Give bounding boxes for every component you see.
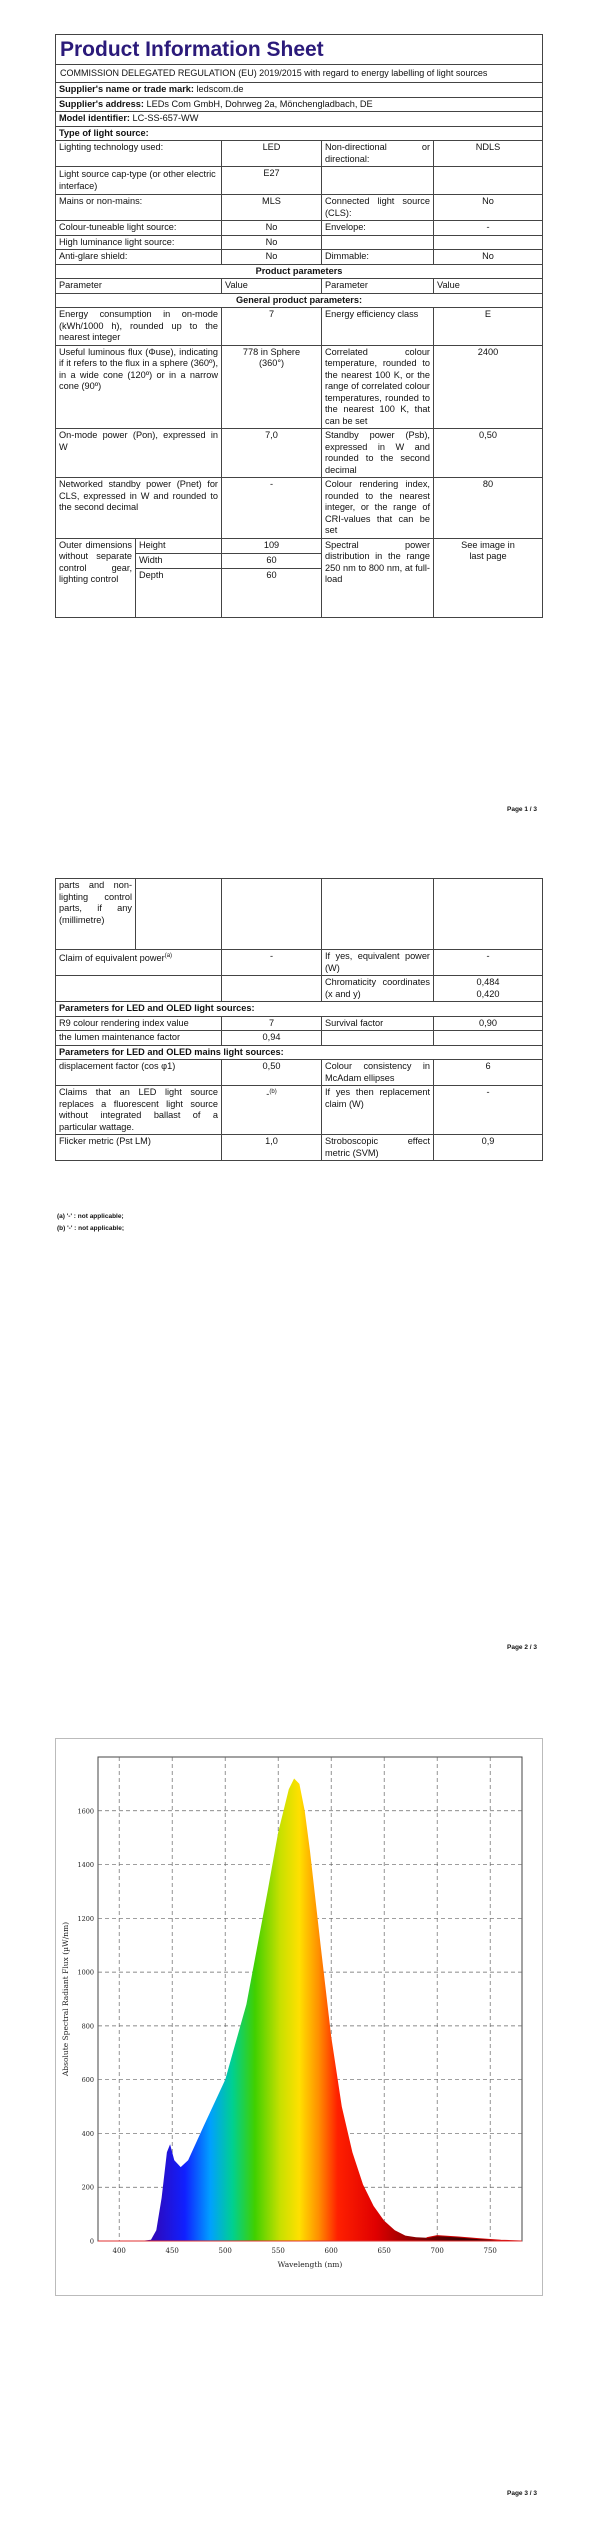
regulation-text: COMMISSION DELEGATED REGULATION (EU) 2019/2015 with regard to energy labelling of light sources: [56, 65, 542, 83]
r9-label: R9 colour rendering index value: [59, 1017, 189, 1028]
lumen-maint-label: the lumen maintenance factor: [59, 1032, 181, 1042]
flicker-label: Flicker metric (Pst LM): [59, 1136, 151, 1146]
anti-glare-value: No: [221, 250, 321, 264]
page-2: [0, 842, 595, 1684]
cct-label: Correlated colour temperature, rounded to the nearest 100 K, or the range of correlated colour temperatures, rounded to the nearest 100 K, that can be set: [321, 346, 433, 429]
led-mains-heading: Parameters for LED and OLED mains light sources:: [59, 1046, 284, 1057]
x-tick-label: 500: [218, 2247, 232, 2255]
model-label: Model identifier:: [59, 113, 130, 123]
fluorescent-claim-note: (b): [269, 1089, 277, 1095]
envelope-label: Envelope:: [321, 221, 433, 235]
colour-tuneable-row: [56, 221, 542, 236]
y-tick-label: 1200: [77, 1914, 94, 1923]
supplier-address-label: Supplier's address:: [59, 98, 144, 109]
luminous-flux-value: 778 in Sphere (360°): [221, 346, 321, 429]
outer-dim-label: Outer dimensions without separate control gear, lighting control: [56, 539, 136, 617]
spd-value: See image in last page: [433, 539, 542, 617]
supplier-address-row: [56, 98, 542, 113]
cri-value: 80: [433, 478, 542, 538]
survival-label: Survival factor: [321, 1017, 433, 1031]
chromaticity-label: Chromaticity coordinates (x and y): [321, 976, 433, 1001]
column-header-row: [56, 279, 542, 294]
power-row: [56, 429, 542, 478]
led-params-row: [56, 1002, 542, 1017]
note-a: (a) '-' : not applicable;: [57, 1213, 124, 1220]
cls-value: No: [433, 195, 542, 220]
equiv-power-row: [56, 950, 542, 976]
networked-value: -: [221, 478, 321, 538]
depth-label: Depth: [139, 569, 164, 580]
luminous-flux-label: Useful luminous flux (Φuse), indicating if it refers to the flux in a sphere (360º), in a wide cone (120º) or in a narrow cone (90º): [59, 346, 218, 391]
flicker-value: 1,0: [221, 1135, 321, 1160]
stroboscopic-label: Stroboscopic effect metric (SVM): [321, 1135, 433, 1160]
height-label: Height: [139, 539, 166, 550]
supplier-name: ledscom.de: [196, 84, 244, 94]
standby-label: Standby power (Psb), expressed in W and rounded to the second decimal: [321, 429, 433, 477]
lumen-maint-value: 0,94: [221, 1031, 321, 1045]
networked-label: Networked standby power (Pnet) for CLS, expressed in W and rounded to the second decimal: [59, 479, 218, 512]
equiv-power-claim-value: -: [221, 950, 321, 975]
col-parameter-2: Parameter: [321, 279, 433, 293]
chromaticity-row: [56, 976, 542, 1002]
anti-glare-label: Anti-glare shield:: [59, 251, 128, 261]
equiv-power-value: -: [433, 950, 542, 975]
dimmable-label: Dimmable:: [321, 250, 433, 264]
displacement-row: [56, 1060, 542, 1086]
cap-type-label: Light source cap-type (or other electric interface): [59, 169, 216, 191]
spectrum-chart: [55, 1738, 543, 2296]
non-directional-label: Non-directional or directional:: [321, 141, 433, 166]
survival-value: 0,90: [433, 1017, 542, 1031]
energy-consumption-value: 7: [221, 308, 321, 345]
y-tick-label: 600: [81, 2076, 94, 2085]
x-tick-label: 750: [483, 2247, 497, 2255]
page-3: [0, 1684, 595, 2526]
footnotes: [57, 1211, 124, 1235]
energy-consumption-label: Energy consumption in on-mode (kWh/1000 h), rounded up to the nearest integer: [59, 309, 218, 342]
on-mode-power-value: 7,0: [221, 429, 321, 477]
spectrum-svg: [56, 1739, 542, 2295]
chromaticity-x: 0,484: [476, 977, 500, 987]
x-axis-label: Wavelength (nm): [277, 2260, 343, 2269]
general-params-heading: General product parameters:: [235, 294, 363, 305]
col-value-2: Value: [433, 279, 542, 293]
col-value-1: Value: [221, 279, 321, 293]
non-directional-value: NDLS: [433, 141, 542, 166]
colour-tuneable-value: No: [221, 221, 321, 235]
col-parameter-1: Parameter: [59, 280, 102, 290]
model-row: [56, 112, 542, 127]
equiv-power-claim-label: Claim of equivalent power: [59, 953, 165, 964]
y-tick-label: 1600: [77, 1807, 94, 1816]
cap-type-value: E27: [221, 167, 321, 194]
model-identifier: LC-SS-657-WW: [132, 113, 199, 123]
product-params-row: [56, 265, 542, 280]
led-mains-row: [56, 1046, 542, 1061]
fluorescent-claim-label: Claims that an LED light source replaces a fluorescent light source without integrated ballast of a particular wattage.: [59, 1087, 218, 1132]
x-tick-label: 700: [430, 2247, 444, 2255]
width-value: 60: [266, 554, 277, 565]
mains-value: MLS: [221, 195, 321, 220]
y-axis-label: Absolute Spectral Radiant Flux (µW/nm): [61, 1921, 70, 2077]
energy-class-value: E: [433, 308, 542, 345]
x-tick-label: 400: [112, 2247, 126, 2255]
page-number-1: Page 1 / 3: [507, 806, 537, 813]
energy-class-label: Energy efficiency class: [321, 308, 433, 345]
fluorescent-claim-value: -: [266, 1089, 270, 1100]
high-lum-value: No: [221, 236, 321, 250]
y-tick-label: 0: [89, 2237, 94, 2246]
supplier-name-row: [56, 83, 542, 98]
on-mode-power-label: On-mode power (Pon), expressed in W: [59, 430, 218, 452]
colour-consistency-label: Colour consistency in McAdam ellipses: [321, 1060, 433, 1085]
equiv-power-claim-note: (a): [164, 953, 173, 959]
supplier-name-label: Supplier's name or trade mark:: [59, 84, 194, 94]
replacement-value: -: [433, 1086, 542, 1134]
page-1: [0, 0, 595, 842]
lighting-tech-row: [56, 141, 542, 167]
lighting-tech-label: Lighting technology used:: [59, 142, 164, 152]
x-tick-label: 650: [377, 2247, 391, 2255]
x-tick-label: 600: [324, 2247, 338, 2255]
lumen-maint-row: [56, 1031, 542, 1046]
type-row: [56, 127, 542, 142]
product-sheet-table: [55, 34, 543, 618]
dimmable-value: No: [433, 250, 542, 264]
x-tick-label: 450: [165, 2247, 179, 2255]
r9-value: 7: [221, 1017, 321, 1031]
lighting-tech-value: LED: [221, 141, 321, 166]
high-lum-row: [56, 236, 542, 251]
spd-label: Spectral power distribution in the range 250 nm to 800 nm, at full-load: [321, 539, 433, 617]
r9-row: [56, 1017, 542, 1032]
mains-row: [56, 195, 542, 221]
equiv-power-label: If yes, equivalent power (W): [321, 950, 433, 975]
product-params-heading: Product parameters: [255, 265, 343, 276]
chromaticity-y: 0,420: [476, 988, 500, 999]
networked-row: [56, 478, 542, 539]
page-number-2: Page 2 / 3: [507, 1644, 537, 1651]
envelope-value: -: [433, 221, 542, 235]
cct-value: 2400: [433, 346, 542, 429]
energy-row: [56, 308, 542, 346]
fluorescent-row: [56, 1086, 542, 1135]
y-tick-label: 1400: [77, 1861, 94, 1870]
displacement-label: displacement factor (cos φ1): [59, 1061, 176, 1071]
y-tick-label: 400: [81, 2129, 94, 2138]
type-label: Type of light source:: [59, 127, 149, 138]
outer-dim-cont: parts and non-lighting control parts, if any (millimetre): [56, 879, 136, 949]
product-sheet-table-cont: [55, 878, 543, 1161]
stroboscopic-value: 0,9: [433, 1135, 542, 1160]
replacement-label: If yes then replacement claim (W): [321, 1086, 433, 1134]
colour-consistency-value: 6: [433, 1060, 542, 1085]
dimensions-cont-row: [56, 879, 542, 950]
flux-row: [56, 346, 542, 430]
cls-label: Connected light source (CLS):: [321, 195, 433, 220]
width-label: Width: [139, 554, 163, 565]
general-params-row: [56, 294, 542, 309]
cri-label: Colour rendering index, rounded to the nearest integer, or the range of CRI-values that can be set: [321, 478, 433, 538]
depth-value: 60: [266, 569, 277, 580]
flicker-row: [56, 1135, 542, 1161]
x-tick-label: 550: [271, 2247, 285, 2255]
mains-label: Mains or non-mains:: [59, 196, 143, 206]
dimensions-row: [56, 539, 542, 618]
colour-tuneable-label: Colour-tuneable light source:: [59, 222, 177, 232]
y-tick-label: 1000: [77, 1968, 94, 1977]
standby-value: 0,50: [433, 429, 542, 477]
supplier-address: LEDs Com GmbH, Dohrweg 2a, Mönchengladbach, DE: [146, 98, 373, 109]
y-tick-label: 200: [81, 2183, 94, 2192]
note-b: (b) '-' : not applicable;: [57, 1225, 125, 1232]
displacement-value: 0,50: [221, 1060, 321, 1085]
high-lum-label: High luminance light source:: [59, 236, 175, 247]
cap-type-row: [56, 167, 542, 195]
height-value: 109: [263, 539, 280, 550]
y-tick-label: 800: [81, 2022, 94, 2031]
led-params-heading: Parameters for LED and OLED light sources:: [59, 1003, 255, 1013]
page-number-3: Page 3 / 3: [507, 2490, 537, 2497]
anti-glare-row: [56, 250, 542, 265]
page-title: Product Information Sheet: [56, 35, 542, 65]
